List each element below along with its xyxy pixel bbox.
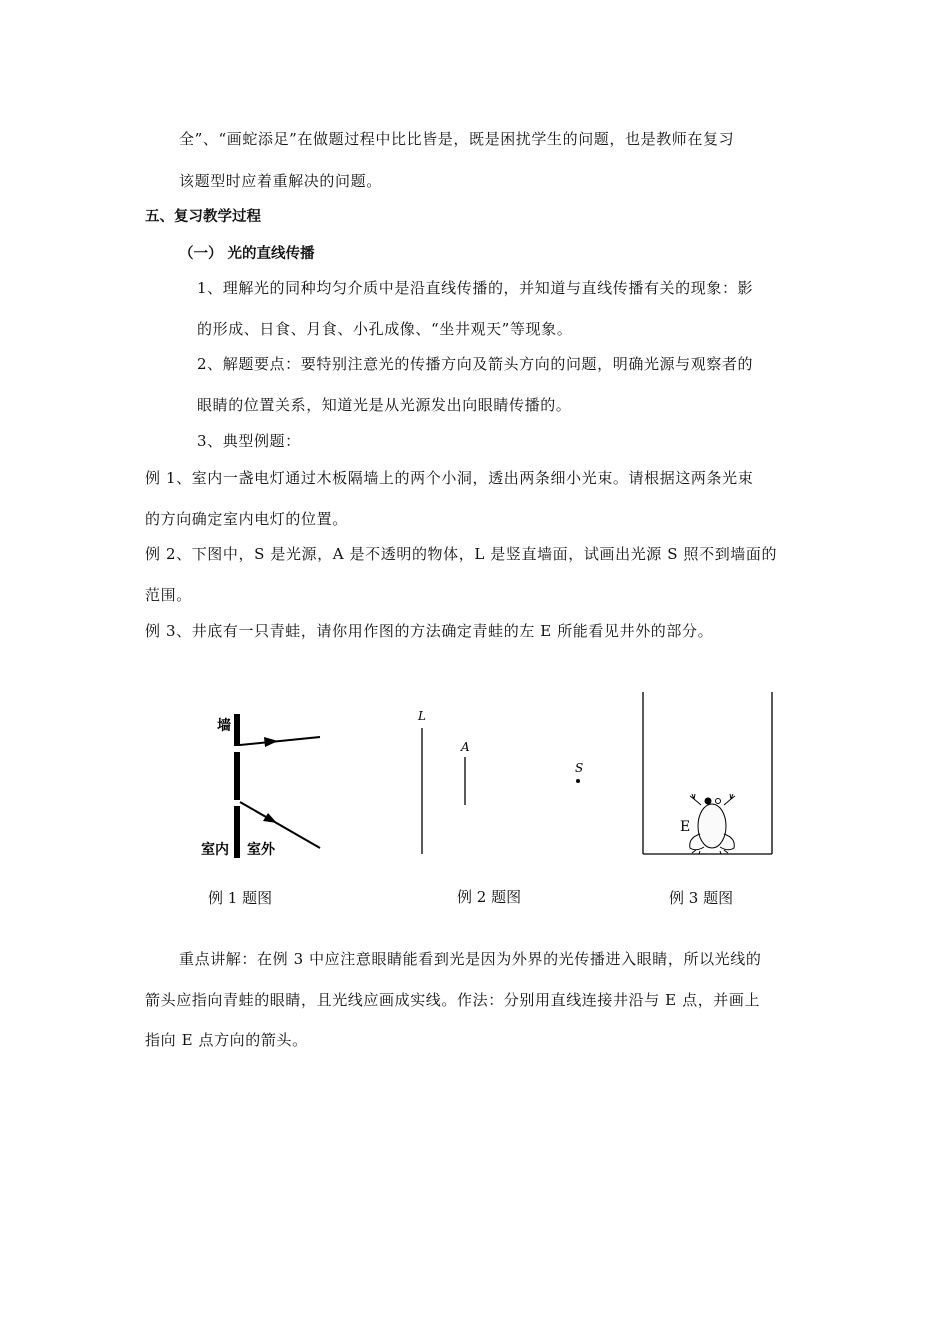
indoor-label: 室内	[201, 842, 229, 858]
example-3: 例 3、井底有一只青蛙，请你用作图的方法确定青蛙的左 E 所能看见井外的部分。	[145, 622, 714, 640]
light-beam-upper	[240, 737, 320, 745]
section-heading: 五、复习教学过程	[145, 209, 261, 225]
figure-2	[405, 702, 605, 862]
explanation-line-3: 指向 E 点方向的箭头。	[145, 1031, 308, 1049]
intro-line-2: 该题型时应着重解决的问题。	[179, 172, 382, 190]
example-1-line-1: 例 1、室内一盏电灯通过木板隔墙上的两个小洞，透出两条细小光束。请根据这两条光束	[145, 469, 754, 487]
explanation-line-1: 重点讲解：在例 3 中应注意眼睛能看到光是因为外界的光传播进入眼睛，所以光线的	[179, 950, 762, 968]
figure-1	[195, 708, 335, 863]
item-1-line-1: 1、理解光的同种均匀介质中是沿直线传播的，并知道与直线传播有关的现象：影	[197, 279, 754, 297]
wall-upper	[234, 714, 240, 746]
frog-eye-right	[716, 799, 721, 804]
label-L: L	[418, 709, 426, 723]
label-S: S	[575, 761, 584, 775]
frog-right-arm	[724, 794, 735, 805]
figure-3	[638, 688, 778, 860]
item-3: 3、典型例题：	[197, 432, 301, 450]
explanation-line-2: 箭头应指向青蛙的眼睛，且光线应画成实线。作法：分别用直线连接井沿与 E 点，并画上	[145, 991, 761, 1009]
frog-left-arm	[690, 794, 701, 805]
outdoor-label: 室外	[247, 842, 275, 858]
frog-eye	[705, 798, 711, 804]
figure-3-caption: 例 3 题图	[669, 889, 734, 907]
wall-middle	[234, 752, 240, 800]
label-A: A	[461, 740, 470, 754]
beam-arrow-lower	[263, 813, 277, 823]
item-2-line-2: 眼睛的位置关系，知道光是从光源发出向眼睛传播的。	[197, 396, 572, 414]
item-1-line-2: 的形成、日食、月食、小孔成像、“坐井观天”等现象。	[197, 320, 573, 338]
label-E: E	[680, 819, 691, 835]
example-1-line-2: 的方向确定室内电灯的位置。	[145, 510, 348, 528]
example-2-line-1: 例 2、下图中，S 是光源，A 是不透明的物体，L 是竖直墙面，试画出光源 S 照不到墙面的	[145, 545, 778, 563]
light-source-S	[576, 779, 580, 783]
figure-2-caption: 例 2 题图	[457, 888, 522, 906]
subsection-heading: （一） 光的直线传播	[179, 246, 315, 262]
example-2-line-2: 范围。	[145, 586, 192, 604]
intro-line-1: 全”、“画蛇添足”在做题过程中比比皆是，既是困扰学生的问题，也是教师在复习	[179, 130, 735, 148]
frog	[690, 794, 735, 854]
figure-1-caption: 例 1 题图	[208, 889, 273, 907]
wall-label: 墙	[217, 718, 231, 734]
frog-body	[698, 804, 726, 848]
item-2-line-1: 2、解题要点：要特别注意光的传播方向及箭头方向的问题，明确光源与观察者的	[197, 355, 754, 373]
wall-lower	[234, 806, 240, 858]
